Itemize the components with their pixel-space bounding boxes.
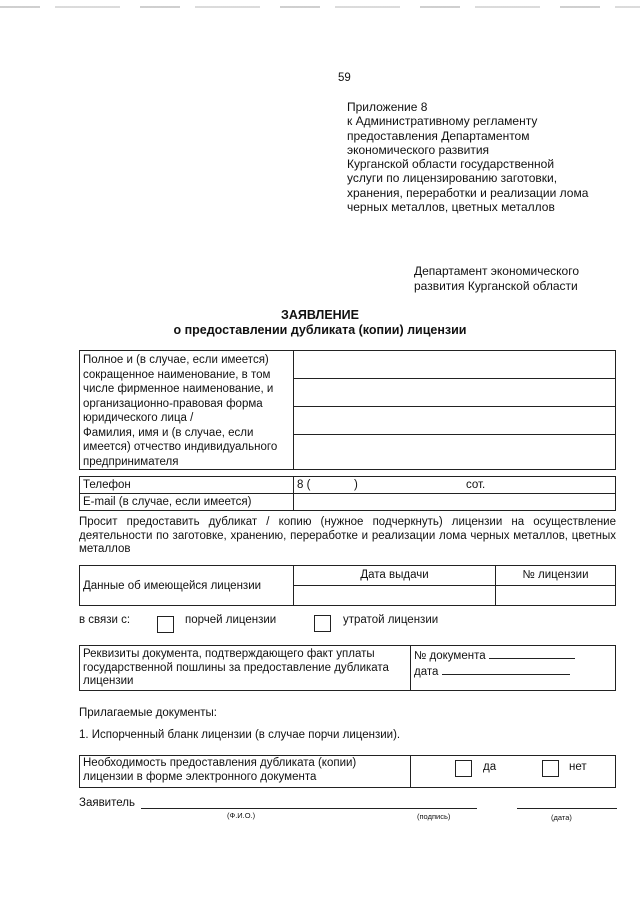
attachments-heading: Прилагаемые документы: — [79, 707, 217, 719]
date-caption: (дата) — [551, 813, 572, 822]
reason-prefix: в связи с: — [79, 614, 131, 626]
applicant-name-line[interactable] — [294, 379, 615, 407]
form-title — [0, 308, 640, 338]
electronic-options — [411, 756, 616, 788]
appendix-header — [347, 100, 627, 214]
contacts-table — [79, 476, 616, 511]
appendix-line: Приложение 8 — [347, 100, 428, 114]
loss-label: утратой лицензии — [343, 614, 439, 626]
doc-number-field[interactable] — [489, 648, 575, 659]
appendix-line: услуги по лицензированию заготовки, — [347, 171, 558, 186]
no-label: нет — [569, 761, 587, 773]
license-number-field[interactable] — [496, 586, 616, 606]
scan-artifact — [0, 6, 640, 8]
phone-label: Телефон — [80, 477, 294, 494]
electronic-table — [79, 755, 616, 788]
applicant-name-line[interactable] — [294, 351, 615, 379]
fee-fields — [411, 646, 616, 691]
fee-label: Реквизиты документа, подтверждающего факт уплаты государственной пошлины за предоставление дубликата лицензии — [80, 646, 411, 691]
fee-table — [79, 645, 616, 691]
damage-label: порчей лицензии — [185, 614, 277, 626]
addressee-line: Департамент экономического — [414, 264, 580, 278]
appendix-line: экономического развития — [347, 142, 490, 157]
date-line[interactable] — [517, 807, 617, 809]
addressee — [414, 264, 579, 294]
addressee-line: развития Курганской области — [414, 279, 578, 293]
phone-prefix: 8 ( — [297, 479, 311, 491]
yes-checkbox[interactable] — [455, 760, 472, 777]
applicant-name-line[interactable] — [294, 407, 615, 435]
applicant-name-field[interactable] — [294, 351, 616, 470]
sign-caption: (подпись) — [417, 812, 451, 821]
applicant-name-line[interactable] — [294, 435, 615, 464]
no-checkbox[interactable] — [542, 760, 559, 777]
loss-checkbox[interactable] — [314, 615, 331, 632]
title-line-2: о предоставлении дубликата (копии) лицензии — [173, 323, 467, 337]
fio-caption: (Ф.И.О.) — [227, 811, 256, 820]
applicant-label-sig: Заявитель — [79, 797, 135, 809]
electronic-label: Необходимость предоставления дубликата (копии) лицензии в форме электронного документа — [80, 756, 411, 788]
appendix-line: предоставления Департаментом — [347, 128, 530, 143]
mobile-label: сот. — [466, 479, 486, 491]
email-label: E-mail (в случае, если имеется) — [80, 494, 294, 511]
reason-row — [79, 612, 616, 636]
doc-date-row — [414, 664, 612, 680]
phone-field[interactable] — [294, 477, 616, 494]
issue-date-field[interactable] — [294, 586, 496, 606]
license-table — [79, 565, 616, 606]
title-line-1: ЗАЯВЛЕНИЕ — [280, 308, 359, 322]
appendix-line: Курганской области государственной — [347, 157, 555, 172]
applicant-table — [79, 350, 616, 470]
damage-checkbox[interactable] — [157, 616, 174, 633]
doc-date-label: дата — [414, 665, 439, 678]
issue-date-header: Дата выдачи — [294, 566, 496, 586]
license-label: Данные об имеющейся лицензии — [80, 566, 294, 606]
appendix-line: хранения, переработки и реализации лома — [347, 185, 589, 200]
doc-number-row — [414, 648, 612, 664]
request-text: Просит предоставить дубликат / копию (нужное подчеркнуть) лицензии на осуществление деятельности по заготовке, хранению, переработке и реализации лома черных металлов, цветных металлов — [79, 516, 616, 555]
doc-number-label: № документа — [414, 650, 486, 662]
signature-block — [79, 797, 619, 827]
yes-label: да — [483, 761, 497, 773]
signature-line[interactable] — [397, 807, 477, 809]
appendix-line: к Административному регламенту — [347, 114, 538, 129]
page-number: 59 — [338, 72, 351, 84]
appendix-line: черных металлов, цветных металлов — [347, 200, 555, 215]
license-number-header: № лицензии — [496, 566, 616, 586]
phone-paren: ) — [354, 479, 358, 491]
applicant-label: Полное и (в случае, если имеется) сокращенное наименование, в том числе фирменное наименование, и организационно-правовая форма юридического лица / Фамилия, имя и (в случае, если имеется) отчество индивидуального предпринимателя — [80, 351, 294, 470]
doc-date-field[interactable] — [442, 664, 570, 675]
attachment-item: 1. Испорченный бланк лицензии (в случае порчи лицензии). — [79, 729, 401, 741]
email-field[interactable] — [294, 494, 616, 511]
